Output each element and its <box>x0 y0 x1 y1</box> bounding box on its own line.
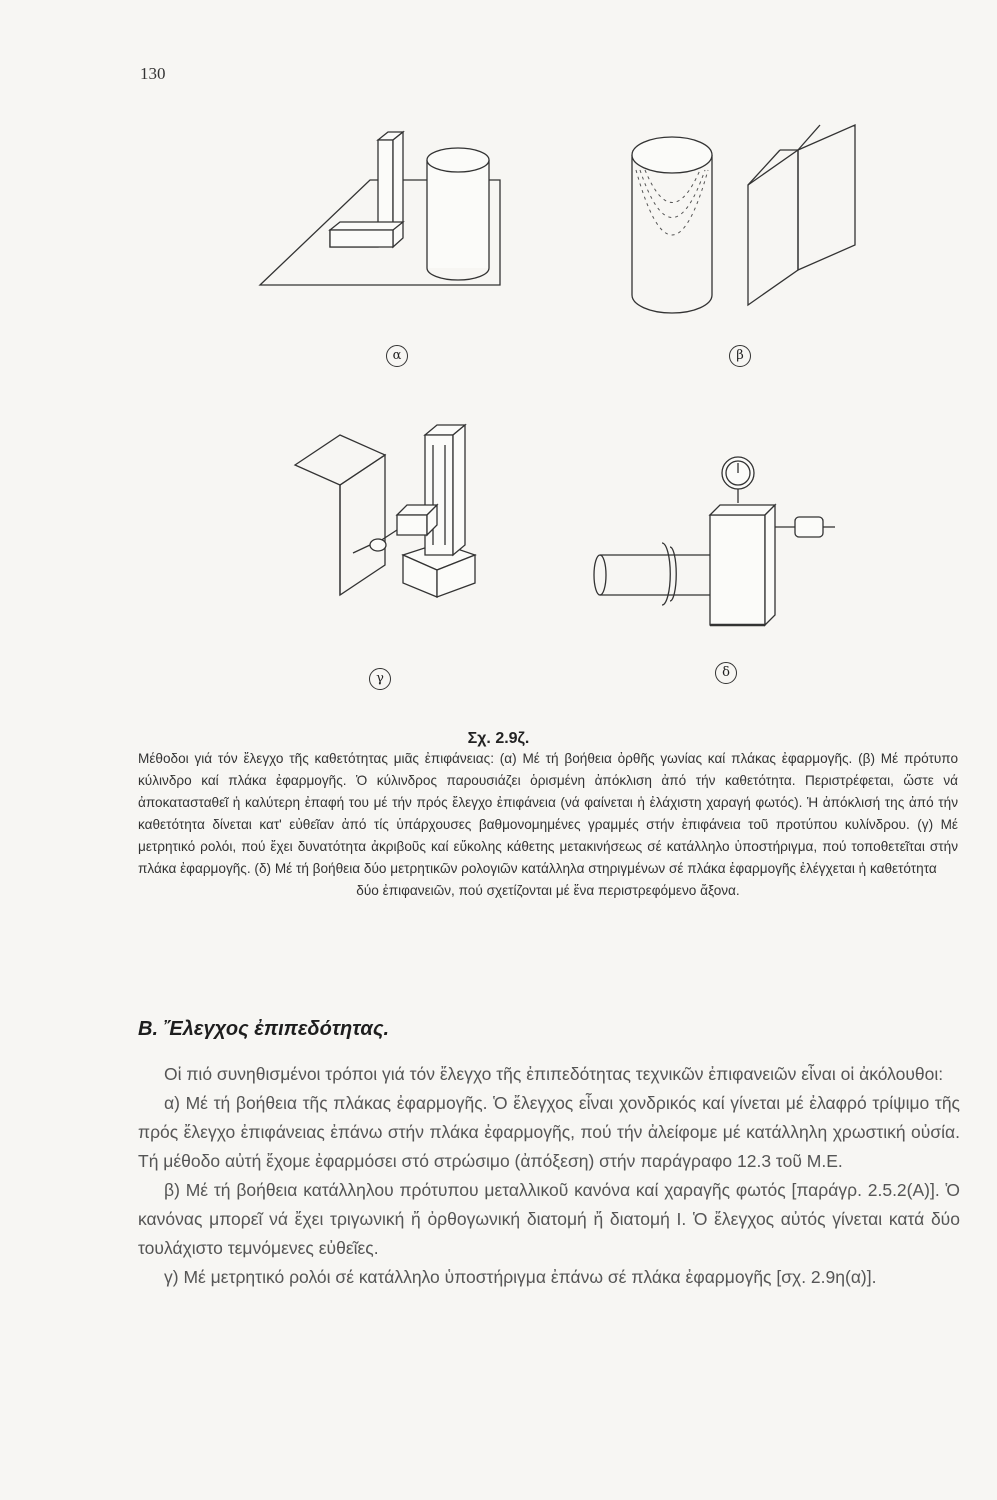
figure-delta-label: δ <box>715 662 737 684</box>
figure-caption-title: Σχ. 2.9ζ. <box>467 730 530 747</box>
figure-caption-text <box>138 748 958 902</box>
figure-delta-shaft-dials <box>590 455 860 635</box>
caption-body: Μέθοδοι γιά τόν ἔλεγχο τῆς καθετότητας μιᾶς ἐπιφάνειας: (α) Μέ τή βοήθεια ὀρθῆς γωνίας καί πλάκας ἐφαρμογῆς. (β) Μέ πρότυπο κύλινδρο καί πλάκα ἐφαρμογῆς. Ὁ κύλινδρος παρουσιάζει ὁρισμένη ἀπόκλιση ἀπό τήν καθετότητα. Περιστρέφεται, ὥστε νά ἀποκατασταθεῖ ἡ καλύτερη ἐπαφή του μέ τήν πρός ἔλεγχο ἐπιφάνεια (νά φαίνεται ἡ ἐλάχιστη χαραγή φωτός). Ἡ ἀπόκλισή της ἀπό τήν καθετότητα δίνεται κατ' εὐθεῖαν ἀπό τίς ὑπάρχουσες βαθμονομημένες γραμμές στήν ἐπιφάνεια τοῦ προτύπου κυλίνδρου. (γ) Μέ μετρητικό ρολόι, πού ἔχει δυνατότητα ἀκριβοῦς καί εὔκολης κάθετης μετακινήσεως σέ κατάλληλο ὑποστήριγμα, πού τοποθετεῖται στήν πλάκα ἐφαρμογῆς. (δ) Μέ τή βοήθεια δύο μετρητικῶν ρολογιῶν κατάλληλα στηριγμένων σέ πλάκα ἐφαρμογῆς ἐλέγχεται ἡ καθετότητα <box>138 751 958 876</box>
section-heading: Β. Ἔλεγχος ἐπιπεδότητας. <box>138 1018 390 1040</box>
body-text <box>138 1060 960 1292</box>
page-number: 130 <box>140 64 166 83</box>
figure-beta-test-cylinder <box>620 115 860 325</box>
figure-beta-label: β <box>729 345 751 367</box>
figure-alpha-label: α <box>386 345 408 367</box>
paragraph: α) Μέ τή βοήθεια τῆς πλάκας ἐφαρμογῆς. Ὁ ἔλεγχος εἶναι χονδρικός καί γίνεται μέ ἐλαφρό τρίψιμο τῆς πρός ἔλεγχο ἐπιφάνειας ἐπάνω στήν πλάκα ἐφαρμογῆς, πού τήν ἀλείφομε μέ κατάλληλη χρωστική οὐσία. Τή μέθοδο αὐτή ἔχομε ἐφαρμόσει στό στρώσιμο (ἀπόξεση) στήν παράγραφο 12.3 τοῦ Μ.Ε. <box>138 1093 960 1171</box>
figure-gamma-label: γ <box>369 668 391 690</box>
figure-gamma-dial-stand <box>285 415 495 605</box>
figure-alpha-square-cylinder <box>250 120 520 295</box>
paragraph: Οἱ πιό συνηθισμένοι τρόποι γιά τόν ἔλεγχο τῆς ἐπιπεδότητας τεχνικῶν ἐπιφανειῶν εἶναι οἱ ἀκόλουθοι: <box>164 1064 944 1084</box>
paragraph: γ) Μέ μετρητικό ρολόι σέ κατάλληλο ὑποστήριγμα ἐπάνω σέ πλάκα ἐφαρμογῆς [σχ. 2.9η(α)]. <box>164 1267 877 1287</box>
paragraph: β) Μέ τή βοήθεια κατάλληλου πρότυπου μεταλλικοῦ κανόνα καί χαραγῆς φωτός [παράγρ. 2.5.2(Α)]. Ὁ κανόνας μπορεῖ νά ἔχει τριγωνική ἤ ὀρθογωνική διατομή ἤ διατομή Ι. Ὁ ἔλεγχος αὐτός γίνεται κατά δύο τουλάχιστο τεμνόμενες εὐθεῖες. <box>138 1180 960 1258</box>
caption-last-line: δύο ἐπιφανειῶν, πού σχετίζονται μέ ἕνα περιστρεφόμενο ἄξονα. <box>356 883 740 898</box>
